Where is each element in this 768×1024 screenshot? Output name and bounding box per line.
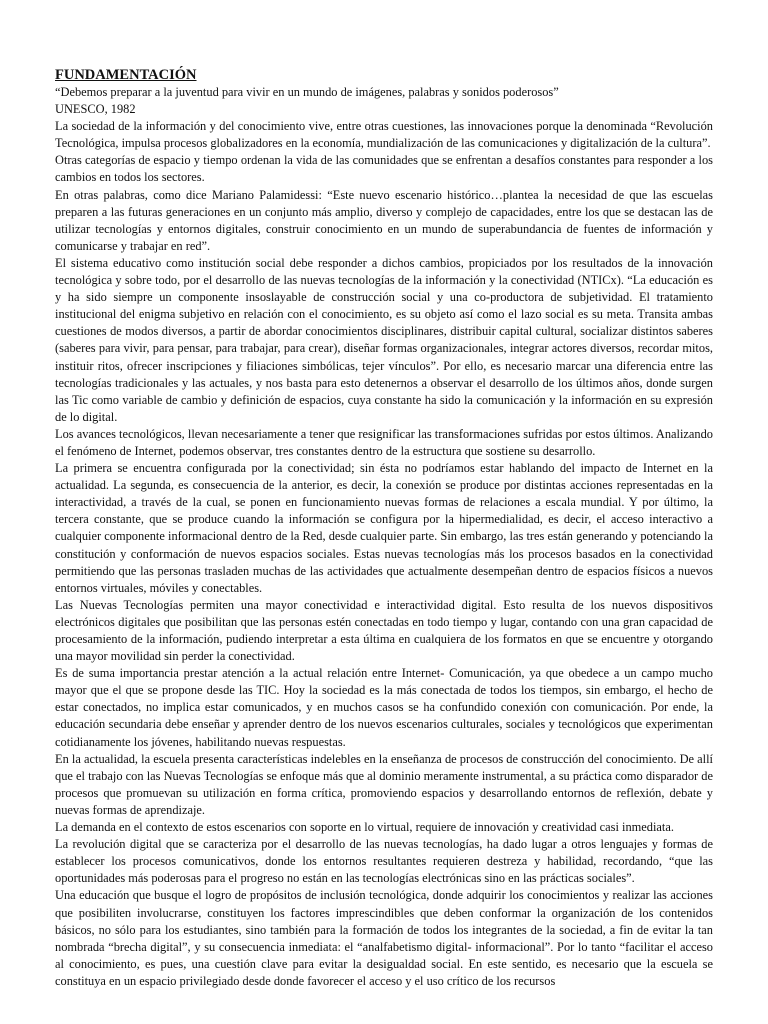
- paragraph: En otras palabras, como dice Mariano Palamidessi: “Este nuevo escenario histórico…plantea la necesidad de que las escuelas preparen a las futuras generaciones en un conjunto más amplio, diverso y complejo de capacidades, entre los que se destacan las de utilizar tecnologías y entornos digitales, construir conocimiento en un mundo de superabundancia de fuentes de información y comunicarse y trabajar en red”.: [55, 187, 713, 253]
- paragraph: Las Nuevas Tecnologías permiten una mayor conectividad e interactividad digital. Esto resulta de los nuevos dispositivos electrónicos digitales que posibilitan que las personas estén conectadas en todo tiempo y lugar, contando con una gran capacidad de procesamiento de la información, pudiendo interpretar a esta última en cualquiera de los formatos en que se encuentre y otorgando una mayor movilidad sin perder la conectividad.: [55, 597, 713, 664]
- page-title: FUNDAMENTACIÓN: [55, 67, 197, 83]
- paragraph: La demanda en el contexto de estos escenarios con soporte en lo virtual, requiere de innovación y creatividad casi inmediata.: [55, 820, 674, 835]
- paragraph: Otras categorías de espacio y tiempo ordenan la vida de las comunidades que se enfrentan a desafíos constantes para responder a los cambios en todos los sectores.: [55, 153, 713, 185]
- epigraph-quote: “Debemos preparar a la juventud para vivir en un mundo de imágenes, palabras y sonidos poderosos”: [55, 85, 559, 99]
- paragraph: El sistema educativo como institución social debe responder a dichos cambios, propiciados por los resultados de la innovación tecnológica y sobre todo, por el desarrollo de las nuevas tecnologías de la información y la conectividad (NTICx). “La educación es y ha sido siempre un componente insoslayable de construcción social y una co-productora de subjetividad. El tratamiento institucional del enigma subjetivo en relación con el conocimiento, es su objeto así como el lazo social es su meta. Transita ambas cuestiones de modos diversos, a partir de abordar conocimientos disciplinares, distribuir capital cultural, socializar distintos saberes (saberes para vivir, para pensar, para trabajar, para crear), diseñar formas organizacionales, integrar actores diversos, recordar mitos, instituir ritos, ofrecer inscripciones y filiaciones simbólicas, tejer vínculos”. Por ello, es necesario marcar una diferencia entre las tecnologías tradicionales y las actuales, y nos basta para esto detenernos a observar el desarrollo de los últimos años, donde surgen las Tic como variable de cambio y definición de espacios, cuya constante ha sido la comunicación y la información en su expresión de lo digital.: [55, 255, 713, 424]
- document-page: [55, 66, 713, 990]
- paragraph: La primera se encuentra configurada por la conectividad; sin ésta no podríamos estar hablando del impacto de Internet en la actualidad. La segunda, es consecuencia de la anterior, es decir, la conexión se produce por distintas acciones representadas en la interactividad, a través de la cual, se ponen en funcionamiento nuevas formas de relaciones a escala mundial. Y por último, la tercera constante, que se produce cuando la información se configura por la hipermedialidad, es decir, el acceso interactivo a cualquier componente informacional dentro de la Red, desde cualquier parte. Sin embargo, las tres están generando y potenciando la constitución y conformación de nuevos espacios sociales. Estas nuevas tecnologías más los procesos basados en la conectividad permitiendo que las personas trasladen muchas de las actividades que actualmente desempeñan dentro de espacios físicos a nuevos entornos virtuales, móviles y conectables.: [55, 461, 713, 595]
- paragraph: Una educación que busque el logro de propósitos de inclusión tecnológica, donde adquirir los conocimientos y realizar las acciones que posibiliten involucrarse, constituyen los factores imprescindibles que deben conformar la organización de los contenidos básicos, no sólo para los estudiantes, sino también para la formación de todos los integrantes de la sociedad, a fin de evitar la tan nombrada “brecha digital”, y su consecuencia inmediata: el “analfabetismo digital- informacional”. Por lo tanto “facilitar el acceso al conocimiento, es pues, una cuestión clave para evitar la desigualdad social. En este sentido, es necesario que la escuela se constituya en un espacio privilegiado desde donde favorecer el acceso y el uso crítico de los recursos: [55, 888, 713, 988]
- paragraph: La revolución digital que se caracteriza por el desarrollo de las nuevas tecnologías, ha dado lugar a otros lenguajes y formas de establecer los procesos comunicativos, donde los entornos resultantes requieren destreza y habilidad, recordando, “que las oportunidades más poderosas para el progreso no están en las tecnologías electrónicas sino en las prácticas sociales”.: [55, 837, 713, 886]
- paragraph: Es de suma importancia prestar atención a la actual relación entre Internet- Comunicación, ya que obedece a un campo mucho mayor que el que se propone desde las TIC. Hoy la sociedad es la más conectada de todos los tiempos, sin embargo, el hecho de estar conectados, no implica estar comunicados, y en muchos casos se ha confundido conexión con comunicación. Por ende, la educación secundaria debe enseñar y aprender dentro de los nuevos escenarios culturales, sociales y tecnológicos que experimentan cotidianamente los jóvenes, habilitando nuevas respuestas.: [55, 666, 713, 749]
- paragraph: En la actualidad, la escuela presenta características indelebles en la enseñanza de procesos de construcción del conocimiento. De allí que el trabajo con las Nuevas Tecnologías se enfoque más que al dominio meramente instrumental, a su práctica como disparador de procesos que promuevan su utilización en forma crítica, promoviendo espacios y desarrollando entornos de reflexión, debate y nuevas formas de aprendizaje.: [55, 751, 713, 817]
- paragraph: Los avances tecnológicos, llevan necesariamente a tener que resignificar las transformaciones sufridas por estos últimos. Analizando el fenómeno de Internet, podemos observar, tres constantes dentro de la estructura que sostiene su desarrollo.: [55, 426, 713, 458]
- epigraph-source: UNESCO, 1982: [55, 102, 136, 117]
- paragraph: La sociedad de la información y del conocimiento vive, entre otras cuestiones, las innovaciones porque la denominada “Revolución Tecnológica, impulsa procesos globalizadores en la economía, mundialización de las comunicaciones y digitalización de la cultura”.: [55, 119, 713, 151]
